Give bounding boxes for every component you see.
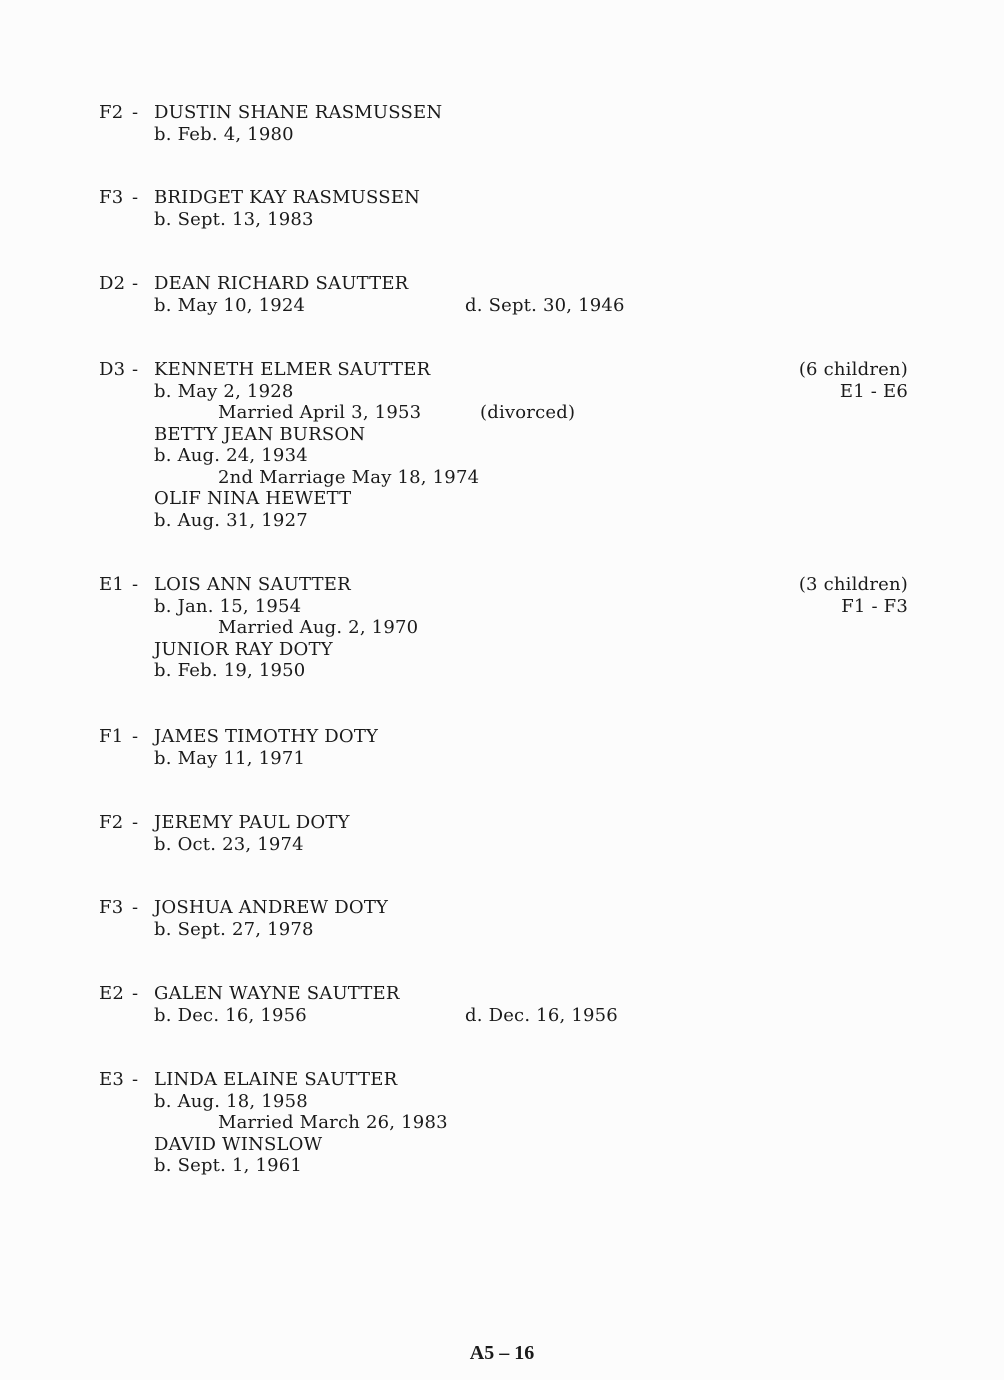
birth-date: b. May 2, 1928 <box>154 381 294 402</box>
death-date: d. Dec. 16, 1956 <box>465 1005 618 1026</box>
children-range: E1 - E6 <box>839 381 908 402</box>
person-name: DUSTIN SHANE RASMUSSEN <box>154 102 443 123</box>
generation-code: E2 <box>99 983 124 1004</box>
person-name: JOSHUA ANDREW DOTY <box>154 897 389 918</box>
generation-code: D2 <box>99 273 126 294</box>
spouse-name: BETTY JEAN BURSON <box>154 424 366 445</box>
person-name: KENNETH ELMER SAUTTER <box>154 359 431 380</box>
generation-code: F3 <box>99 187 124 208</box>
spouse-birth-date: b. Aug. 24, 1934 <box>154 445 308 466</box>
birth-date: b. Feb. 4, 1980 <box>154 124 294 145</box>
person-name: JAMES TIMOTHY DOTY <box>154 726 379 747</box>
separator-dash: - <box>132 273 139 294</box>
separator-dash: - <box>132 102 139 123</box>
birth-date: b. Aug. 18, 1958 <box>154 1091 308 1112</box>
spouse-birth-date: b. Sept. 1, 1961 <box>154 1155 303 1176</box>
birth-date: b. Sept. 27, 1978 <box>154 919 314 940</box>
generation-code: D3 <box>99 359 126 380</box>
generation-code: F1 <box>99 726 124 747</box>
birth-date: b. Sept. 13, 1983 <box>154 209 314 230</box>
separator-dash: - <box>132 1069 139 1090</box>
spouse-birth-date: b. Feb. 19, 1950 <box>154 660 306 681</box>
spouse-name: DAVID WINSLOW <box>154 1134 323 1155</box>
birth-date: b. May 11, 1971 <box>154 748 306 769</box>
person-name: BRIDGET KAY RASMUSSEN <box>154 187 421 208</box>
separator-dash: - <box>132 574 139 595</box>
marriage-date: Married March 26, 1983 <box>218 1112 448 1133</box>
generation-code: F3 <box>99 897 124 918</box>
page-number: A5 – 16 <box>469 1342 535 1364</box>
second-spouse-name: OLIF NINA HEWETT <box>154 488 352 509</box>
birth-date: b. May 10, 1924 <box>154 295 306 316</box>
separator-dash: - <box>132 897 139 918</box>
separator-dash: - <box>132 187 139 208</box>
birth-date: b. Dec. 16, 1956 <box>154 1005 307 1026</box>
spouse-name: JUNIOR RAY DOTY <box>154 639 333 660</box>
generation-code: E1 <box>99 574 124 595</box>
separator-dash: - <box>132 812 139 833</box>
separator-dash: - <box>132 983 139 1004</box>
children-count: (6 children) <box>798 359 908 380</box>
children-range: F1 - F3 <box>841 596 908 617</box>
separator-dash: - <box>132 726 139 747</box>
person-name: GALEN WAYNE SAUTTER <box>154 983 400 1004</box>
children-count: (3 children) <box>798 574 908 595</box>
generation-code: F2 <box>99 102 124 123</box>
second-marriage-date: 2nd Marriage May 18, 1974 <box>218 467 480 488</box>
marriage-date: Married April 3, 1953 <box>218 402 422 423</box>
person-name: LOIS ANN SAUTTER <box>154 574 351 595</box>
generation-code: F2 <box>99 812 124 833</box>
person-name: DEAN RICHARD SAUTTER <box>154 273 409 294</box>
person-name: LINDA ELAINE SAUTTER <box>154 1069 398 1090</box>
death-date: d. Sept. 30, 1946 <box>465 295 625 316</box>
separator-dash: - <box>132 359 139 380</box>
marriage-note: (divorced) <box>480 402 576 423</box>
second-spouse-birth-date: b. Aug. 31, 1927 <box>154 510 308 531</box>
birth-date: b. Jan. 15, 1954 <box>154 596 302 617</box>
person-name: JEREMY PAUL DOTY <box>154 812 350 833</box>
birth-date: b. Oct. 23, 1974 <box>154 834 304 855</box>
generation-code: E3 <box>99 1069 124 1090</box>
marriage-date: Married Aug. 2, 1970 <box>218 617 419 638</box>
